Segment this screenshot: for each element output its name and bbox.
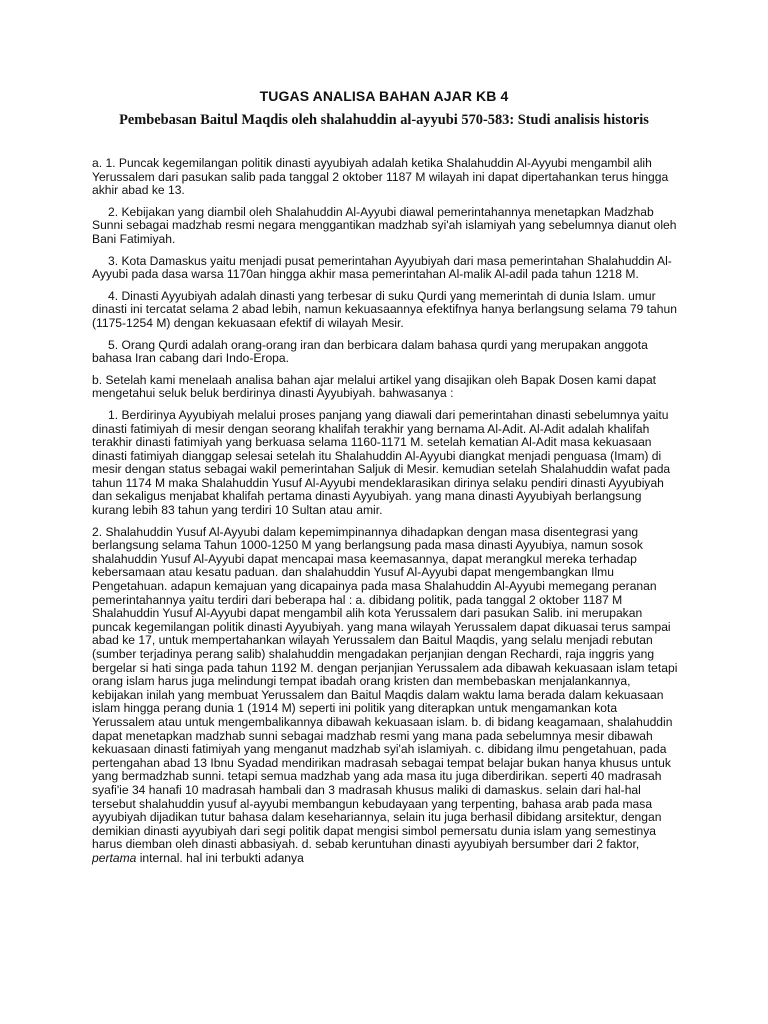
paragraph-b2-text: 2. Shalahuddin Yusuf Al-Ayyubi dalam kepemimpinannya dihadapkan dengan masa disentegrasi yang berlangsung selama Tahun 1000-1250 M yang berlangsung pada masa dinasti Ayyubiya, namun sosok shalahuddin Yusuf Al-Ayyubi dapat mencapai masa keemasannya, dapat merangkul mereka terhadap kebersamaan atau kesatu paduan. dan shalahuddin Yusuf Al-Ayyubi dapat mengembangkan Ilmu Pengetahuan. adapun kemajuan yang dicapainya pada masa Shalahuddin Al-Ayyubi memegang peranan pemerintahannya yaitu terdiri dari beberapa hal : a. dibidang politik, pada tanggal 2 oktober 1187 M Shalahuddin Yusuf Al-Ayyubi dapat mengambil alih kota Yerussalem dari pasukan Salib. ini merupakan puncak kegemilangan politik dinasti Ayyubiyah. yang mana wilayah Yerussalem dapat dikuasai terus sampai abad ke 17, untuk mempertahankan wilayah Yerussalem dan Baitul Maqdis, yang selalu menjadi rebutan (sumber terjadinya perang salib) shalahuddin mengadakan perjanjian dengan Rechardi, raja inggris yang bergelar si hati singa pada tahun 1192 M. dengan perjanjian Yerussalem ada dibawah kekuasaan islam tetapi orang islam harus juga melindungi tempat ibadah orang kristen dan membebaskan menjalankannya, kebijakan inilah yang membuat Yerussalem dan Baitul Maqdis dalam waktu lama berada dalam kekuasaan islam hingga perang dunia 1 (1914 M) seperti ini politik yang diterapkan untuk mengamankan kota Yerussalem atau untuk mengembalikannya dibawah kekuasaan islam. b. di bidang keagamaan, shalahuddin dapat menetapkan madzhab sunni sebagai madzhab resmi yang mana pada sebelumnya mesir dibawah kekuasaan dinasti fatimiyah yang menganut madzhab syi'ah islamiyah. c. dibidang ilmu pengetahuan, pada pertengahan abad 13 Ibnu Syadad mendirikan madrasah sebagai tempat belajar bukan hanya khusus untuk yang bermadzhab sunni. tetapi semua madzhab yang ada masa itu juga diberdirikan. seperti 40 madrasah syafi'ie 34 hanafi 10 madrasah hambali dan 3 madrasah khusus maliki di damaskus. selain dari hal-hal tersebut shalahuddin yusuf al-ayyubi membangun kebudayaan yang terpenting, bahasa arab pada masa ayyubiyah dijadikan tutur bahasa dalam kesehariannya, selain itu juga berhasil dibidang arsitektur, dengan demikian dinasti ayyubiyah dari segi politik dapat mengisi simbol pemersatu dunia islam yang semestinya harus diemban oleh dinasti abbasiyah. d. sebab keruntuhan dinasti ayyubiyah bersumber dari 2 faktor,: [92, 524, 678, 852]
emphasis-pertama: pertama: [92, 850, 137, 865]
paragraph-b-intro: b. Setelah kami menelaah analisa bahan ajar melalui artikel yang disajikan oleh Bapak Dosen kami dapat mengetahui seluk beluk berdirinya dinasti Ayyubiyah. bahwasanya :: [92, 372, 657, 401]
paragraph-a4: 4. Dinasti Ayyubiyah adalah dinasti yang terbesar di suku Qurdi yang memerintah di dunia Islam. umur dinasti ini tercatat selama 2 abad lebih, namun kekuasaannya efektifnya hanya berlangsung selama 79 tahun (1175-1254 M) dengan kekuasaan efektif di wilayah Mesir.: [92, 288, 677, 330]
document-title: TUGAS ANALISA BAHAN AJAR KB 4: [259, 88, 509, 104]
paragraph-a1: a. 1. Puncak kegemilangan politik dinasti ayyubiyah adalah ketika Shalahuddin Al-Ayyubi mengambil alih Yerussalem dari pasukan salib pada tanggal 2 oktober 1187 M wilayah ini dapat dipertahankan terus hingga akhir abad ke 13.: [92, 156, 669, 198]
paragraph-b1: 1. Berdirinya Ayyubiyah melalui proses panjang yang diawali dari pemerintahan dinasti sebelumnya yaitu dinasti fatimiyah di mesir dengan seorang khalifah terakhir yang bernama Al-Adit. Al-Adit adalah khalifah terakhir dinasti fatimiyah yang berkuasa selama 1160-1171 M. setelah kematian Al-Adit masa kekuasaan dinasti fatimiyah dianggap selesai setelah itu Shalahuddin Al-Ayyubi diangkat menjadi penguasa (Imam) di mesir dengan status sebagai wakil pemerintahan Saljuk di Mesir. kemudian setelah Shalahuddin wafat pada tahun 1174 M maka Shalahuddin Yusuf Al-Ayyubi mendeklarasikan dirinya selaku pendiri dinasti Ayyubiyah dan sekaligus menjabat khalifah pertama dinasti Ayyubiyah. yang mana dinasti Ayyubiyah berlangsung kurang lebih 83 tahun yang terdiri 10 Sultan atau amir.: [92, 407, 671, 518]
document-subtitle: Pembebasan Baitul Maqdis oleh shalahuddin al-ayyubi 570-583: Studi analisis historis: [119, 112, 649, 128]
paragraph-a3: 3. Kota Damaskus yaitu menjadi pusat pemerintahan Ayyubiyah dari masa pemerintahan Shalahuddin Al-Ayyubi pada dasa warsa 1170an hingga akhir masa pemerintahan Al-malik Al-adil pada tahun 1218 M.: [92, 253, 672, 282]
document-body: [92, 157, 678, 866]
paragraph-a5: 5. Orang Qurdi adalah orang-orang iran dan berbicara dalam bahasa qurdi yang merupakan anggota bahasa Iran cabang dari Indo-Eropa.: [92, 337, 648, 366]
paragraph-b2: [92, 526, 678, 866]
paragraph-a2: 2. Kebijakan yang diambil oleh Shalahuddin Al-Ayyubi diawal pemerintahannya menetapkan Madzhab Sunni sebagai madzhab resmi negara menggantikan madzhab syi'ah islamiyah yang sebelumnya dianut oleh Bani Fatimiyah.: [92, 204, 677, 246]
paragraph-b2-tail: internal. hal ini terbukti adanya: [139, 850, 304, 865]
